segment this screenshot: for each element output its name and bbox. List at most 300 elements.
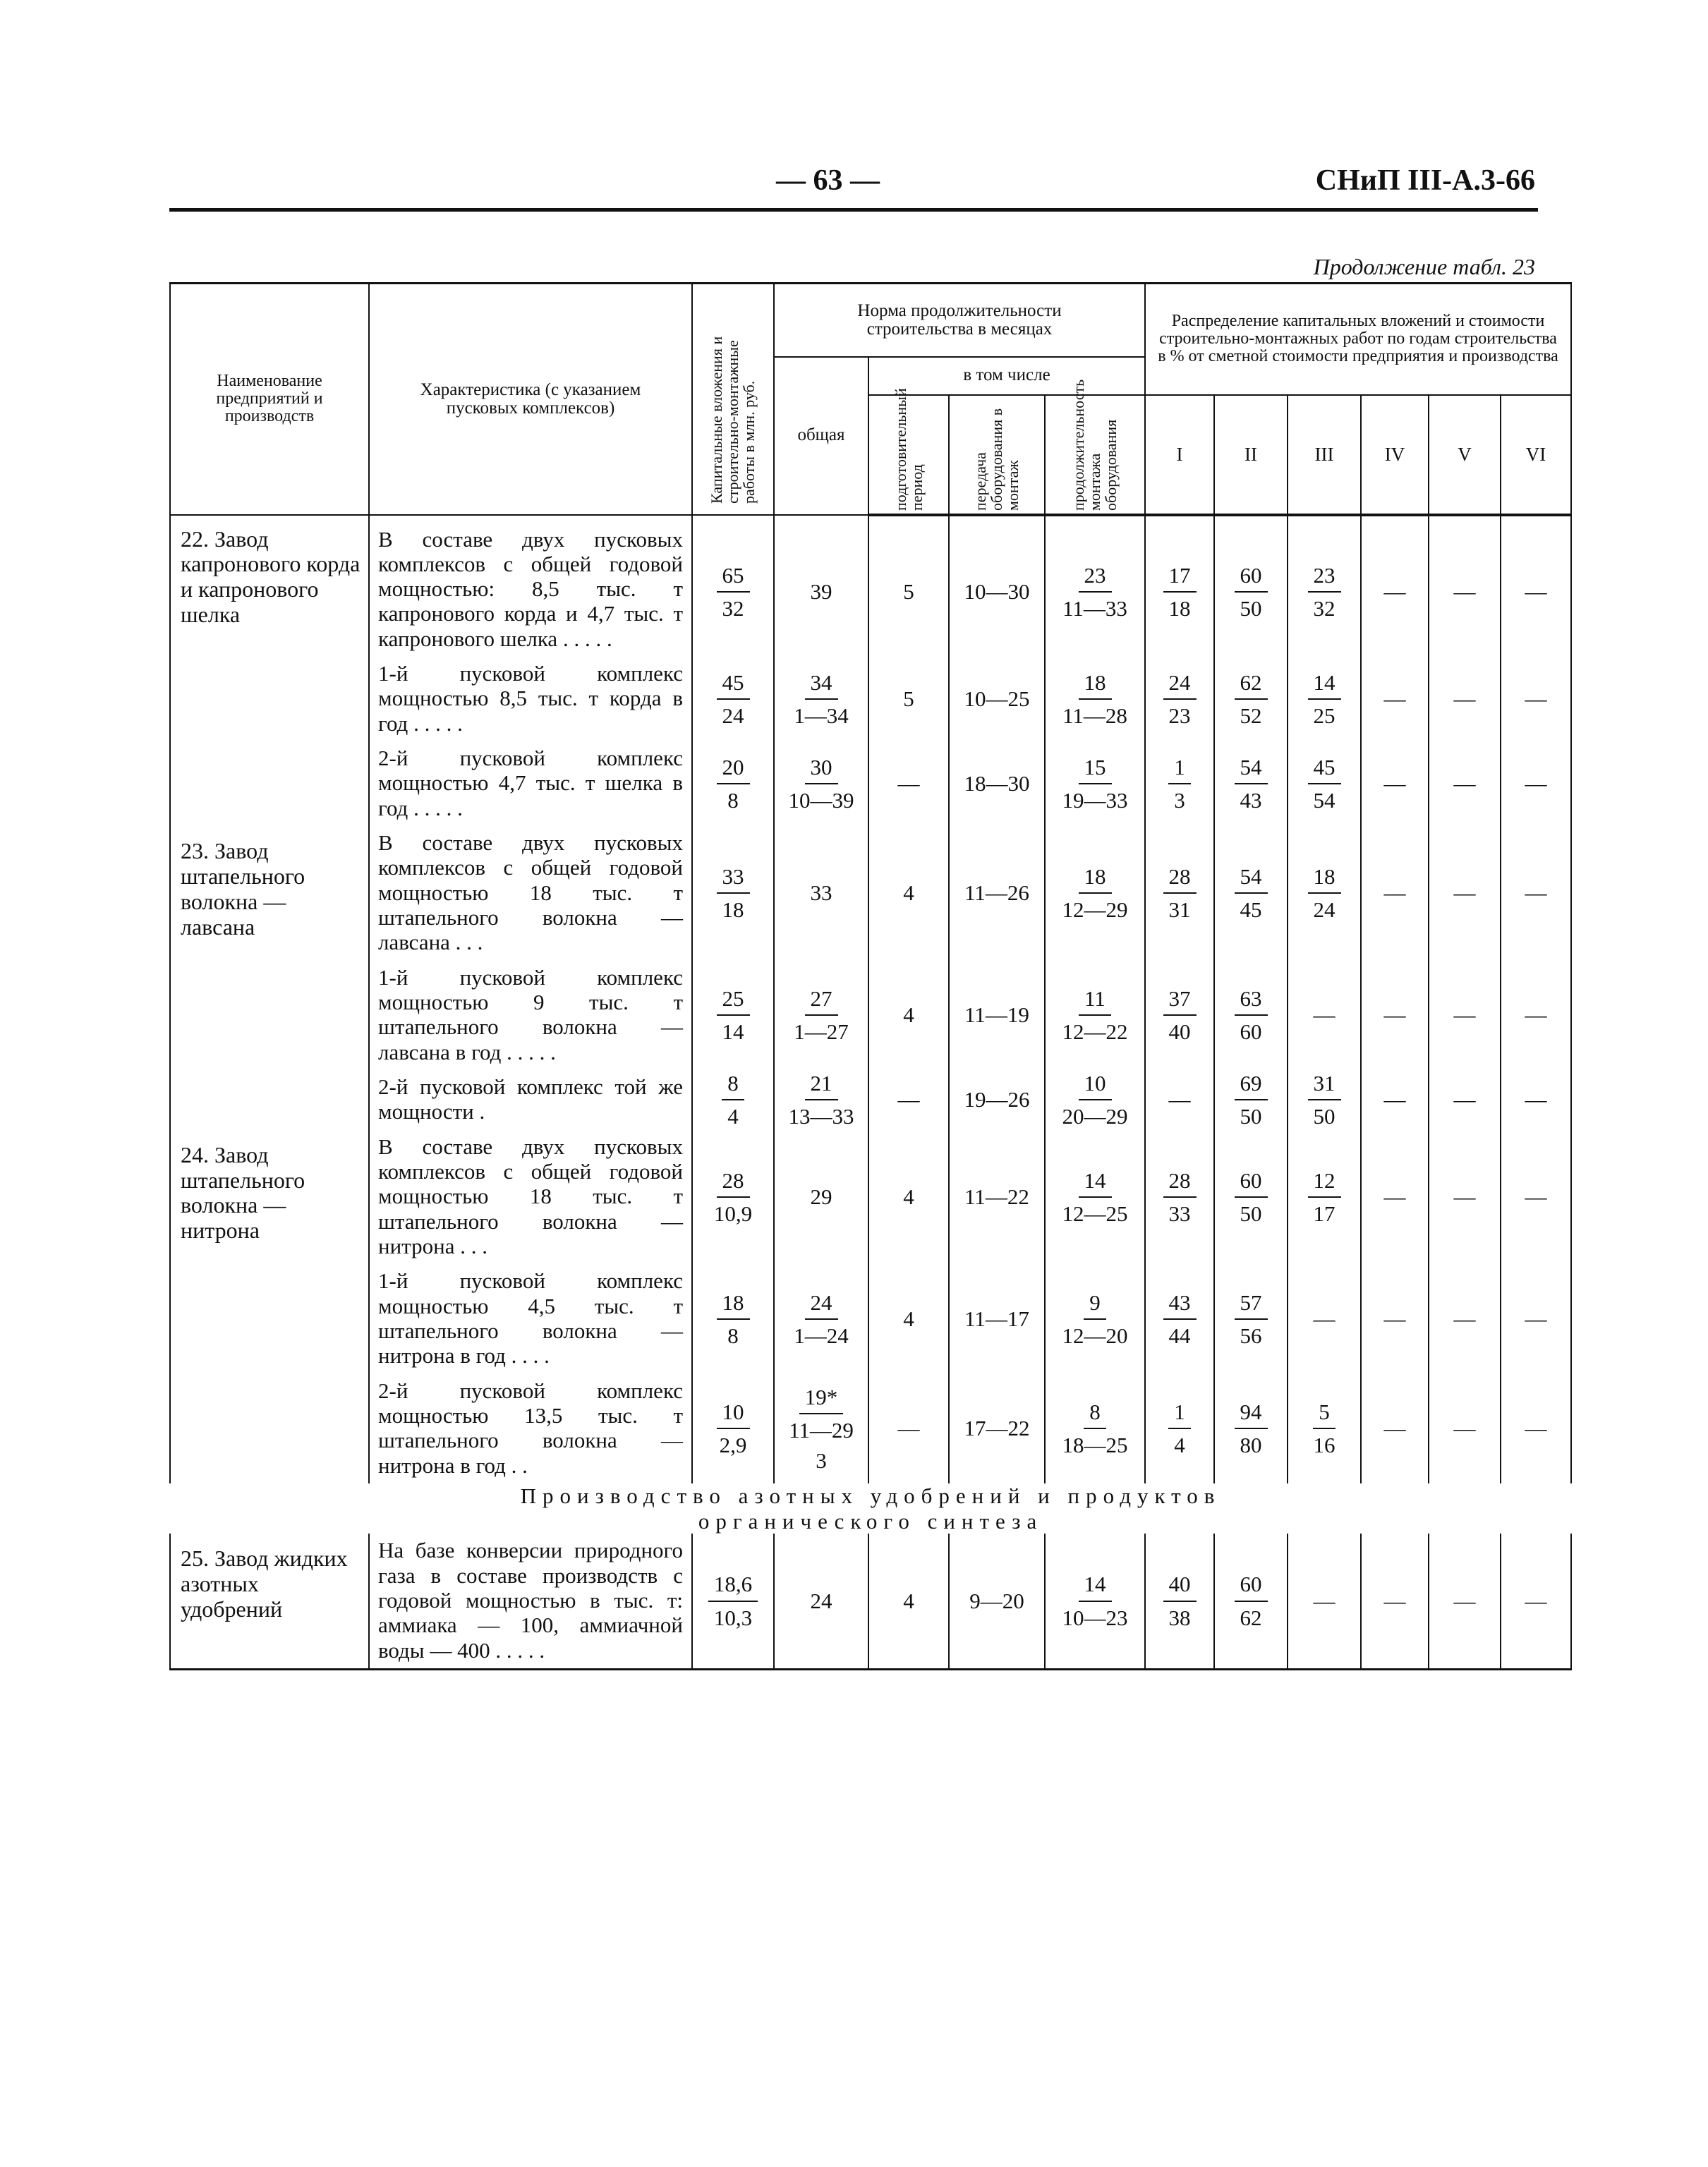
fraction-numerator: 18 — [1079, 669, 1112, 700]
install-duration-cell — [1045, 1374, 1145, 1483]
fraction-denominator: 13—33 — [788, 1104, 854, 1129]
total-duration-cell — [774, 515, 868, 657]
fraction-numerator: 19* — [799, 1384, 844, 1414]
fraction — [1235, 1571, 1268, 1630]
equipment-transfer-cell — [949, 1070, 1045, 1130]
total-duration-cell — [774, 657, 868, 741]
year-2-cell — [1214, 1070, 1288, 1130]
total-duration-cell — [774, 1070, 868, 1130]
equipment-transfer-cell — [949, 961, 1045, 1070]
section-row — [170, 1483, 1571, 1534]
cell-value: 5 — [903, 686, 914, 712]
fraction-numerator: 1 — [1168, 1399, 1191, 1429]
cell-value: — — [1525, 1588, 1547, 1613]
install-duration-cell — [1045, 1534, 1145, 1669]
capital-cell — [692, 1534, 774, 1669]
cell-value: — — [1453, 686, 1476, 712]
cell-value: — — [1313, 1306, 1335, 1332]
fraction — [1163, 1167, 1197, 1227]
year-2-cell — [1214, 826, 1288, 961]
cell-value: — — [1383, 1306, 1406, 1332]
equipment-transfer-cell — [949, 657, 1045, 741]
fraction-denominator: 52 — [1240, 703, 1262, 729]
fraction — [1308, 1070, 1341, 1129]
fraction-denominator: 1—24 — [794, 1323, 849, 1349]
year-4-cell — [1361, 741, 1429, 826]
cell-value: 11—19 — [964, 1002, 1029, 1028]
year-2-cell — [1214, 961, 1288, 1070]
characteristic-cell: На базе конверсии природного газа в составе производств с годовой мощностью в тыс. т: аммиака — 100, аммиачной воды — 400 . . . . . — [369, 1534, 692, 1669]
year-6-cell — [1501, 657, 1571, 741]
fraction-denominator: 50 — [1240, 1201, 1262, 1227]
col-header-prep-label: подготовительный период — [891, 388, 926, 511]
year-6-cell — [1501, 1070, 1571, 1130]
fraction — [1163, 1571, 1197, 1630]
section-title-line-2: органического синтеза — [698, 1508, 1043, 1534]
fraction-denominator: 11—29 — [789, 1417, 854, 1443]
cell-value: 39 — [810, 578, 832, 604]
fraction — [717, 985, 750, 1045]
year-1-cell — [1145, 1534, 1214, 1669]
fraction — [1057, 863, 1134, 923]
fraction-numerator: 15 — [1079, 754, 1112, 784]
year-4-cell — [1361, 1374, 1429, 1483]
fraction-denominator: 50 — [1313, 1104, 1335, 1129]
cell-value: 4 — [903, 1306, 914, 1332]
col-header-year-5: V — [1429, 395, 1501, 515]
fraction-numerator: 25 — [717, 985, 750, 1016]
fraction — [1308, 754, 1341, 813]
table-row — [170, 1130, 1571, 1265]
prep-period-cell — [868, 1374, 949, 1483]
fraction — [1057, 754, 1134, 813]
cell-value: — — [1383, 1588, 1406, 1613]
year-2-cell — [1214, 741, 1288, 826]
fraction-denominator: 32 — [1313, 596, 1335, 621]
cell-value: — — [1525, 1184, 1547, 1210]
fraction-denominator: 45 — [1240, 897, 1262, 923]
cell-value: — — [1383, 1416, 1406, 1441]
fraction-denominator: 11—28 — [1062, 703, 1127, 729]
fraction-denominator: 12—20 — [1062, 1323, 1128, 1349]
table-row — [170, 1534, 1571, 1669]
table-row — [170, 657, 1571, 741]
cell-value: 19—26 — [964, 1087, 1030, 1112]
fraction — [1057, 1289, 1134, 1349]
fraction — [717, 669, 750, 729]
cell-value: — — [897, 771, 920, 796]
fraction-denominator: 14 — [722, 1019, 744, 1045]
fraction-numerator: 18 — [717, 1289, 750, 1320]
year-6-cell — [1501, 1264, 1571, 1373]
total-duration-cell — [774, 961, 868, 1070]
year-1-cell — [1145, 961, 1214, 1070]
fraction — [1235, 669, 1268, 729]
cell-value: — — [1383, 579, 1406, 605]
col-header-capital — [692, 284, 774, 515]
fraction-numerator: 1 — [1168, 754, 1191, 784]
fraction-numerator: 23 — [1308, 562, 1341, 593]
year-3-cell — [1288, 1374, 1361, 1483]
year-5-cell — [1429, 1534, 1501, 1669]
year-1-cell — [1145, 1070, 1214, 1130]
year-1-cell — [1145, 1130, 1214, 1265]
header-rule — [169, 208, 1538, 212]
capital-cell — [692, 741, 774, 826]
year-1-cell — [1145, 826, 1214, 961]
col-header-name: Наименование предприятий и производств — [170, 284, 369, 515]
fraction-numerator: 8 — [722, 1070, 744, 1100]
cell-value: 33 — [810, 880, 832, 906]
fraction-denominator: 50 — [1240, 1104, 1262, 1129]
equipment-transfer-cell — [949, 1534, 1045, 1669]
fraction — [1235, 754, 1268, 813]
year-5-cell — [1429, 826, 1501, 961]
plant-name-cell — [170, 657, 369, 741]
plant-name-cell — [170, 1070, 369, 1130]
fraction-denominator: 1—27 — [794, 1019, 849, 1045]
fraction-denominator: 8 — [727, 788, 739, 813]
fraction-denominator: 10—39 — [788, 788, 854, 813]
cell-value: 10—25 — [964, 686, 1030, 712]
prep-period-cell — [868, 1070, 949, 1130]
install-duration-cell — [1045, 515, 1145, 657]
fraction-denominator: 56 — [1240, 1323, 1262, 1349]
cell-value: — — [1383, 880, 1406, 906]
fraction-numerator: 45 — [1308, 754, 1341, 784]
year-6-cell — [1501, 515, 1571, 657]
year-5-cell — [1429, 1264, 1501, 1373]
install-duration-cell — [1045, 961, 1145, 1070]
fraction-denominator: 44 — [1168, 1323, 1191, 1349]
fraction-numerator: 24 — [1163, 669, 1197, 700]
cell-value: — — [1383, 1002, 1406, 1028]
fraction — [1168, 1399, 1191, 1458]
year-1-cell — [1145, 741, 1214, 826]
fraction-numerator: 14 — [1079, 1167, 1112, 1198]
col-header-including: в том числе — [868, 357, 1145, 395]
year-4-cell — [1361, 1130, 1429, 1265]
characteristic-cell: В составе двух пусковых комплексов с общей годовой мощностью 18 тыс. т штапельного волокна — нитрона . . . — [369, 1130, 692, 1265]
cell-value: — — [1453, 1416, 1476, 1441]
fraction-denominator: 4 — [1174, 1433, 1185, 1458]
cell-value: — — [1453, 1306, 1476, 1332]
total-duration-cell — [774, 741, 868, 826]
fraction — [1163, 1289, 1197, 1349]
year-4-cell — [1361, 826, 1429, 961]
col-header-year-6: VI — [1501, 395, 1571, 515]
equipment-transfer-cell — [949, 1264, 1045, 1373]
fraction-numerator: 30 — [805, 754, 838, 784]
col-header-transfer-label: передача оборудования в монтаж — [971, 408, 1022, 511]
fraction-denominator: 43 — [1240, 788, 1262, 813]
plant-name-cell: 24. Завод штапельного волокна — нитрона — [170, 1130, 369, 1265]
fraction — [1235, 562, 1268, 621]
plant-name-cell — [170, 961, 369, 1070]
year-3-cell — [1288, 515, 1361, 657]
col-header-year-4: IV — [1361, 395, 1429, 515]
fraction-numerator: 21 — [805, 1070, 838, 1100]
fraction-denominator: 23 — [1168, 703, 1191, 729]
fraction — [1235, 1070, 1268, 1129]
fraction-denominator: 25 — [1313, 703, 1335, 729]
col-header-year-1: I — [1145, 395, 1214, 515]
fraction — [788, 985, 854, 1045]
plant-name-cell: 25. Завод жидких азотных удобрений — [170, 1534, 369, 1669]
prep-period-cell — [868, 741, 949, 826]
characteristic-cell: 2-й пусковой комплекс той же мощности . — [369, 1070, 692, 1130]
year-5-cell — [1429, 961, 1501, 1070]
equipment-transfer-cell — [949, 1130, 1045, 1265]
fraction-denominator: 8 — [727, 1323, 739, 1349]
fraction — [783, 1070, 860, 1129]
year-6-cell — [1501, 1130, 1571, 1265]
table-row — [170, 961, 1571, 1070]
install-duration-cell — [1045, 1070, 1145, 1130]
cell-value: — — [1453, 579, 1476, 605]
fraction-numerator: 40 — [1163, 1571, 1197, 1601]
fraction — [1235, 863, 1268, 923]
fraction — [1163, 669, 1197, 729]
characteristic-cell: В составе двух пусковых комплексов с общей годовой мощностью: 8,5 тыс. т капронового корда и 4,7 тыс. т капронового шелка . . . . . — [369, 515, 692, 657]
total-duration-cell — [774, 826, 868, 961]
fraction-numerator: 18 — [1079, 863, 1112, 894]
table-header — [170, 284, 1571, 515]
cell-value: — — [1453, 1087, 1476, 1112]
fraction — [788, 669, 854, 729]
cell-value: 24 — [810, 1588, 832, 1613]
fraction — [1057, 1167, 1134, 1227]
prep-period-cell — [868, 1130, 949, 1265]
fraction-numerator: 63 — [1235, 985, 1268, 1016]
equipment-transfer-cell — [949, 515, 1045, 657]
fraction — [788, 1289, 854, 1349]
col-header-norm: Норма продолжительности строительства в месяцах — [774, 284, 1145, 357]
table-continued-label: Продолжение табл. 23 — [1313, 254, 1535, 279]
fraction-numerator: 33 — [717, 863, 750, 894]
year-4-cell — [1361, 1070, 1429, 1130]
characteristic-cell: 1-й пусковой комплекс мощностью 8,5 тыс. т корда в год . . . . . — [369, 657, 692, 741]
col-header-characteristic: Характеристика (с указанием пусковых комплексов) — [369, 284, 692, 515]
fraction — [722, 1070, 744, 1129]
cell-value: 11—17 — [964, 1306, 1029, 1332]
cell-value: — — [1453, 880, 1476, 906]
fraction-denominator: 10,3 — [713, 1605, 753, 1630]
year-3-cell — [1288, 1534, 1361, 1669]
year-5-cell — [1429, 657, 1501, 741]
cell-value: — — [897, 1416, 920, 1441]
year-4-cell — [1361, 961, 1429, 1070]
year-1-cell — [1145, 1264, 1214, 1373]
cell-value: 11—26 — [964, 880, 1029, 906]
col-header-capital-label: Капитальные вложения и строительно-монтажные работы в млн. руб. — [708, 336, 758, 504]
plant-name-cell — [170, 1264, 369, 1373]
equipment-transfer-cell — [949, 741, 1045, 826]
fraction — [1163, 863, 1197, 923]
fraction-numerator: 60 — [1235, 562, 1268, 593]
fraction — [1057, 1399, 1134, 1458]
year-2-cell — [1214, 1130, 1288, 1265]
cell-value: 4 — [903, 880, 914, 906]
fraction — [1057, 669, 1133, 729]
fraction-numerator: 34 — [805, 669, 838, 700]
capital-cell — [692, 1264, 774, 1373]
fraction-numerator: 14 — [1308, 669, 1341, 700]
fraction-numerator: 23 — [1079, 562, 1112, 593]
year-4-cell — [1361, 1534, 1429, 1669]
col-header-distribution: Распределение капитальных вложений и стоимости строительно-монтажных работ по годам строительства в % от сметной стоимости предприятия и производства — [1145, 284, 1571, 395]
fraction-numerator: 18 — [1308, 863, 1341, 894]
plant-name-cell: 22. Завод капронового корда и капронового шелка — [170, 515, 369, 657]
characteristic-cell: 2-й пусковой комплекс мощностью 13,5 тыс. т штапельного волокна — нитрона в год . . — [369, 1374, 692, 1483]
cell-value: 9—20 — [969, 1588, 1024, 1613]
equipment-transfer-cell — [949, 1374, 1045, 1483]
fraction-numerator: 18,6 — [708, 1571, 758, 1601]
capital-cell — [692, 515, 774, 657]
fraction — [1057, 562, 1133, 621]
col-header-prep — [868, 388, 949, 515]
table-row — [170, 1374, 1571, 1483]
fraction-numerator: 14 — [1079, 1571, 1112, 1601]
fraction-numerator: 28 — [717, 1167, 750, 1198]
cell-value: — — [1453, 771, 1476, 796]
fraction-numerator: 20 — [717, 754, 750, 784]
fraction — [1308, 1167, 1341, 1227]
prep-period-cell — [868, 1534, 949, 1669]
year-4-cell — [1361, 657, 1429, 741]
fraction-numerator: 10 — [1079, 1070, 1112, 1100]
fraction — [717, 562, 750, 621]
col-header-transfer — [949, 395, 1045, 515]
fraction — [783, 1384, 859, 1474]
fraction-numerator: 62 — [1235, 669, 1268, 700]
fraction-numerator: 10 — [717, 1399, 750, 1429]
fraction-numerator: 11 — [1079, 985, 1111, 1016]
fraction-denominator: 12—25 — [1062, 1201, 1128, 1227]
cell-value: — — [897, 1087, 920, 1112]
prep-period-cell — [868, 657, 949, 741]
fraction-denominator: 1—34 — [794, 703, 849, 729]
fraction-numerator: 9 — [1084, 1289, 1106, 1320]
install-duration-cell — [1045, 741, 1145, 826]
fraction-numerator: 54 — [1235, 754, 1268, 784]
capital-cell — [692, 1130, 774, 1265]
fraction-denominator: 11—33 — [1062, 596, 1127, 621]
year-3-cell — [1288, 961, 1361, 1070]
cell-value: — — [1525, 1087, 1547, 1112]
year-6-cell — [1501, 1374, 1571, 1483]
capital-cell — [692, 1374, 774, 1483]
year-5-cell — [1429, 515, 1501, 657]
construction-norms-table — [169, 282, 1572, 1670]
capital-cell — [692, 961, 774, 1070]
fraction — [708, 1571, 758, 1630]
fraction-denominator: 17 — [1313, 1201, 1335, 1227]
fraction-numerator: 43 — [1163, 1289, 1197, 1320]
section-title-line-1: Производство азотных удобрений и продуктов — [520, 1483, 1221, 1508]
fraction — [1057, 1070, 1134, 1129]
year-4-cell — [1361, 515, 1429, 657]
fraction-extra: 3 — [816, 1447, 827, 1473]
year-6-cell — [1501, 741, 1571, 826]
characteristic-cell: 2-й пусковой комплекс мощностью 4,7 тыс. т шелка в год . . . . . — [369, 741, 692, 826]
fraction-denominator: 18—25 — [1062, 1433, 1128, 1458]
fraction-denominator: 2,9 — [719, 1433, 747, 1458]
table-body — [170, 515, 1571, 1670]
year-5-cell — [1429, 1374, 1501, 1483]
cell-value: — — [1453, 1184, 1476, 1210]
plant-name-cell: 23. Завод штапельного волокна — лавсана — [170, 826, 369, 961]
cell-value: — — [1453, 1002, 1476, 1028]
year-2-cell — [1214, 1374, 1288, 1483]
cell-value: 5 — [903, 579, 914, 605]
cell-value: — — [1383, 1087, 1406, 1112]
capital-cell — [692, 1070, 774, 1130]
table-row — [170, 1070, 1571, 1130]
fraction-denominator: 10,9 — [713, 1201, 753, 1227]
cell-value: 4 — [903, 1184, 914, 1210]
fraction-numerator: 31 — [1308, 1070, 1341, 1100]
cell-value: — — [1525, 880, 1547, 906]
cell-value: — — [1525, 1306, 1547, 1332]
equipment-transfer-cell — [949, 826, 1045, 961]
cell-value: — — [1525, 579, 1547, 605]
fraction-denominator: 40 — [1168, 1019, 1191, 1045]
fraction-denominator: 20—29 — [1062, 1104, 1128, 1129]
fraction — [1163, 562, 1197, 621]
fraction — [1057, 985, 1134, 1045]
fraction — [1308, 669, 1341, 729]
cell-value: — — [1313, 1002, 1335, 1028]
plant-name-cell — [170, 741, 369, 826]
cell-value: — — [1383, 686, 1406, 712]
year-2-cell — [1214, 1264, 1288, 1373]
year-1-cell — [1145, 657, 1214, 741]
year-6-cell — [1501, 826, 1571, 961]
fraction-denominator: 54 — [1313, 788, 1335, 813]
cell-value: 4 — [903, 1002, 914, 1028]
cell-value: 4 — [903, 1588, 914, 1613]
year-1-cell — [1145, 1374, 1214, 1483]
fraction-denominator: 3 — [1174, 788, 1185, 813]
fraction — [1308, 863, 1341, 923]
table-row — [170, 515, 1571, 657]
fraction-numerator: 60 — [1235, 1167, 1268, 1198]
fraction-numerator: 65 — [717, 562, 750, 593]
col-header-install — [1045, 379, 1145, 515]
fraction-denominator: 38 — [1168, 1605, 1191, 1630]
prep-period-cell — [868, 826, 949, 961]
characteristic-cell: 1-й пусковой комплекс мощностью 9 тыс. т штапельного волокна — лавсана в год . . . . . — [369, 961, 692, 1070]
fraction-numerator: 5 — [1313, 1399, 1335, 1429]
capital-cell — [692, 826, 774, 961]
install-duration-cell — [1045, 1130, 1145, 1265]
cell-value: — — [1383, 1184, 1406, 1210]
year-3-cell — [1288, 826, 1361, 961]
total-duration-cell — [774, 1264, 868, 1373]
fraction — [1308, 1399, 1341, 1458]
fraction — [1308, 562, 1341, 621]
cell-value: — — [1383, 771, 1406, 796]
fraction-denominator: 31 — [1168, 897, 1191, 923]
fraction-denominator: 18 — [1168, 596, 1191, 621]
year-6-cell — [1501, 1534, 1571, 1669]
fraction-numerator: 69 — [1235, 1070, 1268, 1100]
year-2-cell — [1214, 657, 1288, 741]
prep-period-cell — [868, 515, 949, 657]
year-4-cell — [1361, 1264, 1429, 1373]
fraction — [717, 863, 750, 923]
